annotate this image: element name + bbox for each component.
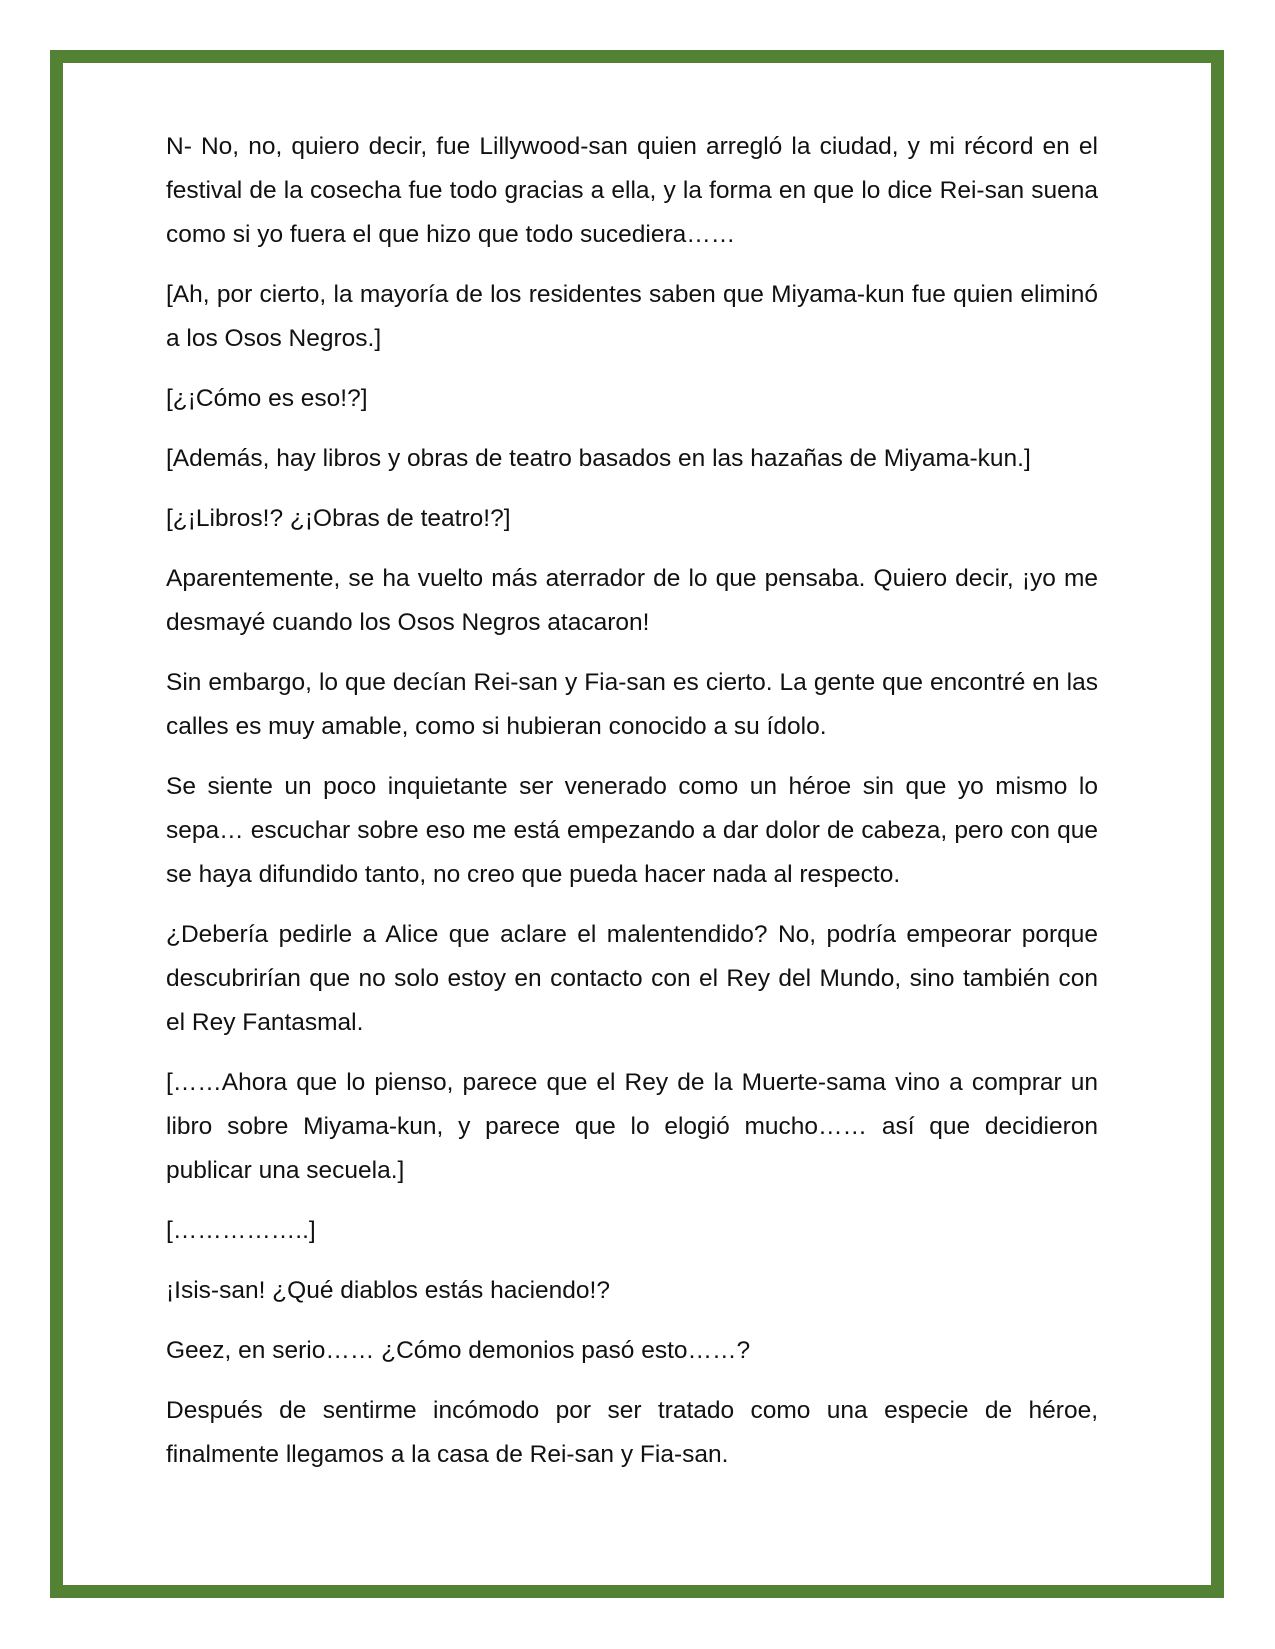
- paragraph: Después de sentirme incómodo por ser tratado como una especie de héroe, finalmente llegamos a la casa de Rei-san y Fia-san.: [166, 1397, 1098, 1468]
- paragraph: N- No, no, quiero decir, fue Lillywood-san quien arregló la ciudad, y mi récord en el festival de la cosecha fue todo gracias a ella, y la forma en que lo dice Rei-san suena como si yo fuera el que hizo que todo sucediera……: [166, 133, 1098, 248]
- paragraph: ¿Debería pedirle a Alice que aclare el malentendido? No, podría empeorar porque descubrirían que no solo estoy en contacto con el Rey del Mundo, sino también con el Rey Fantasmal.: [166, 921, 1098, 1036]
- paragraph: Se siente un poco inquietante ser venerado como un héroe sin que yo mismo lo sepa… escuchar sobre eso me está empezando a dar dolor de cabeza, pero con que se haya difundido tanto, no creo que pueda hacer nada al respecto.: [166, 773, 1098, 888]
- paragraph: [……………..]: [166, 1217, 316, 1244]
- paragraph: Aparentemente, se ha vuelto más aterrador de lo que pensaba. Quiero decir, ¡yo me desmayé cuando los Osos Negros atacaron!: [166, 565, 1098, 636]
- document-body: [166, 125, 1098, 1493]
- paragraph: [¿¡Cómo es eso!?]: [166, 385, 368, 412]
- paragraph: [Ah, por cierto, la mayoría de los residentes saben que Miyama-kun fue quien eliminó a los Osos Negros.]: [166, 281, 1098, 352]
- paragraph: [Además, hay libros y obras de teatro basados en las hazañas de Miyama-kun.]: [166, 445, 1031, 472]
- paragraph: ¡Isis-san! ¿Qué diablos estás haciendo!?: [166, 1277, 610, 1304]
- paragraph: [¿¡Libros!? ¿¡Obras de teatro!?]: [166, 505, 511, 532]
- paragraph: Geez, en serio…… ¿Cómo demonios pasó esto……?: [166, 1337, 751, 1364]
- paragraph: [……Ahora que lo pienso, parece que el Rey de la Muerte-sama vino a comprar un libro sobre Miyama-kun, y parece que lo elogió mucho…… así que decidieron publicar una secuela.]: [166, 1069, 1098, 1184]
- paragraph: Sin embargo, lo que decían Rei-san y Fia-san es cierto. La gente que encontré en las calles es muy amable, como si hubieran conocido a su ídolo.: [166, 669, 1098, 740]
